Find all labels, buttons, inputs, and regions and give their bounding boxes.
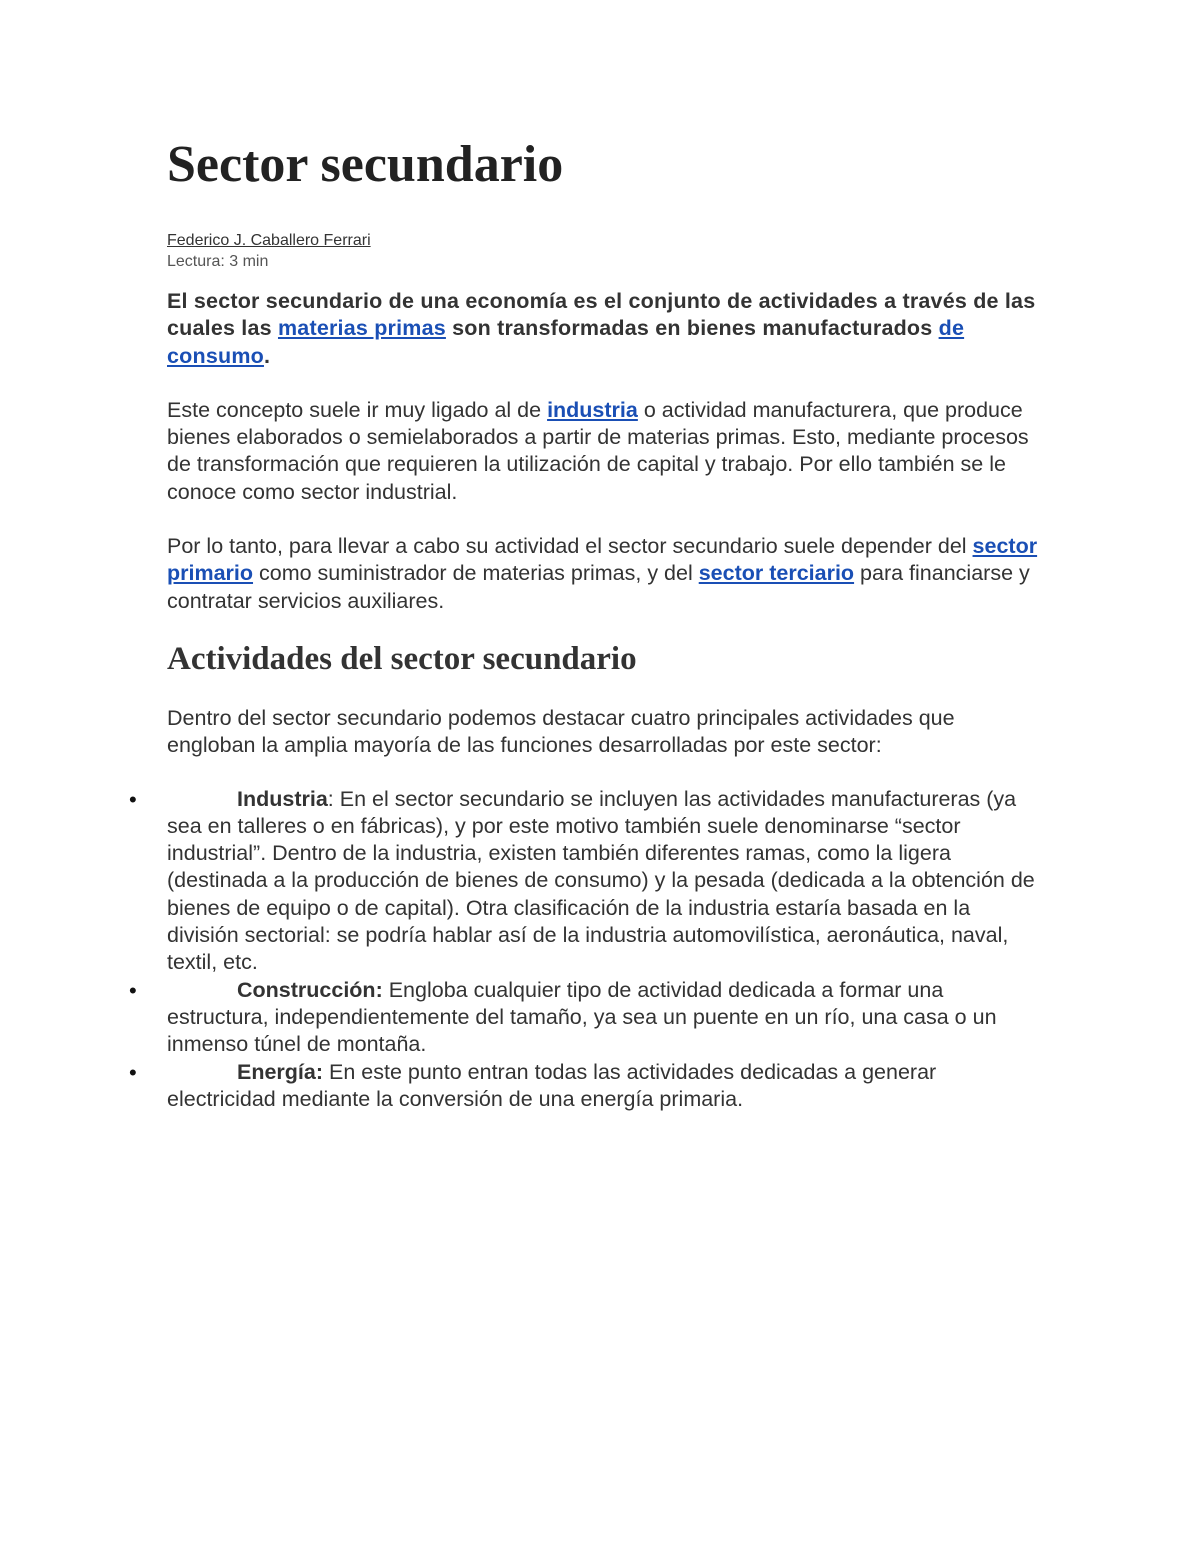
term-label: Energía:	[237, 1059, 324, 1084]
bullet-icon: •	[129, 977, 137, 1003]
list-item-energia	[129, 1059, 1047, 1114]
link-sector-primario[interactable]: sector primario	[167, 534, 1038, 586]
section-heading: Actividades del sector secundario	[167, 640, 637, 677]
link-materias-primas[interactable]: materias primas	[277, 316, 446, 341]
paragraph-text: o actividad manufacturera, que produce bienes elaborados o semielaborados a partir de materias primas. Esto, mediante procesos de transformación que requieren la utilización de capital y trabajo. Por ello también se le conoce como sector industrial.	[167, 397, 1029, 504]
paragraph-text: como suministrador de materias primas, y del	[253, 561, 699, 586]
paragraph-text: para financiarse y contratar servicios auxiliares.	[167, 561, 1030, 613]
page-title: Sector secundario	[167, 136, 564, 193]
activities-list	[129, 786, 1047, 1114]
bullet-icon: •	[129, 786, 137, 812]
paragraph-text: Por lo tanto, para llevar a cabo su actividad el sector secundario suele depender del	[167, 534, 973, 559]
list-item-construccion	[129, 977, 1047, 1059]
link-sector-terciario[interactable]: sector terciario	[698, 561, 855, 586]
lead-paragraph	[167, 288, 1047, 370]
paragraph-dependencia	[167, 533, 1047, 615]
item-text: Engloba cualquier tipo de actividad dedicada a formar una estructura, independientemente del tamaño, ya sea un puente en un río, una casa o un inmenso túnel de montaña.	[167, 977, 997, 1057]
read-time: Lectura: 3 min	[167, 253, 269, 270]
link-de-consumo[interactable]: de consumo	[167, 316, 965, 368]
byline	[167, 230, 1047, 272]
author-link[interactable]: Federico J. Caballero Ferrari	[167, 232, 371, 249]
list-item-industria	[129, 786, 1047, 977]
lead-text: .	[263, 343, 271, 368]
term-label: Industria	[237, 786, 328, 811]
paragraph-concepto	[167, 397, 1047, 506]
lead-text: El sector secundario de una economía es el conjunto de actividades a través de las cuales las	[167, 289, 1036, 341]
section-intro: Dentro del sector secundario podemos destacar cuatro principales actividades que engloban la amplia mayoría de las funciones desarrolladas por este sector:	[167, 705, 955, 758]
item-text: En este punto entran todas las actividades dedicadas a generar electricidad mediante la conversión de una energía primaria.	[167, 1059, 937, 1111]
paragraph-text: Este concepto suele ir muy ligado al de	[167, 397, 548, 422]
bullet-icon: •	[129, 1059, 137, 1085]
document-page	[129, 130, 1047, 1113]
term-label: Construcción:	[237, 977, 383, 1002]
link-industria[interactable]: industria	[547, 397, 638, 422]
item-text: : En el sector secundario se incluyen las actividades manufactureras (ya sea en talleres o en fábricas), y por este motivo también suele denominarse “sector industrial”. Dentro de la industria, existen también diferentes ramas, como la ligera (destinada a la producción de bienes de consumo) y la pesada (dedicada a la obtención de bienes de equipo o de capital). Otra clasificación de la industria estaría basada en la división sectorial: se podría hablar así de la industria automovilística, aeronáutica, naval, textil, etc.	[167, 786, 1035, 975]
lead-text: son transformadas en bienes manufacturados	[445, 316, 939, 341]
